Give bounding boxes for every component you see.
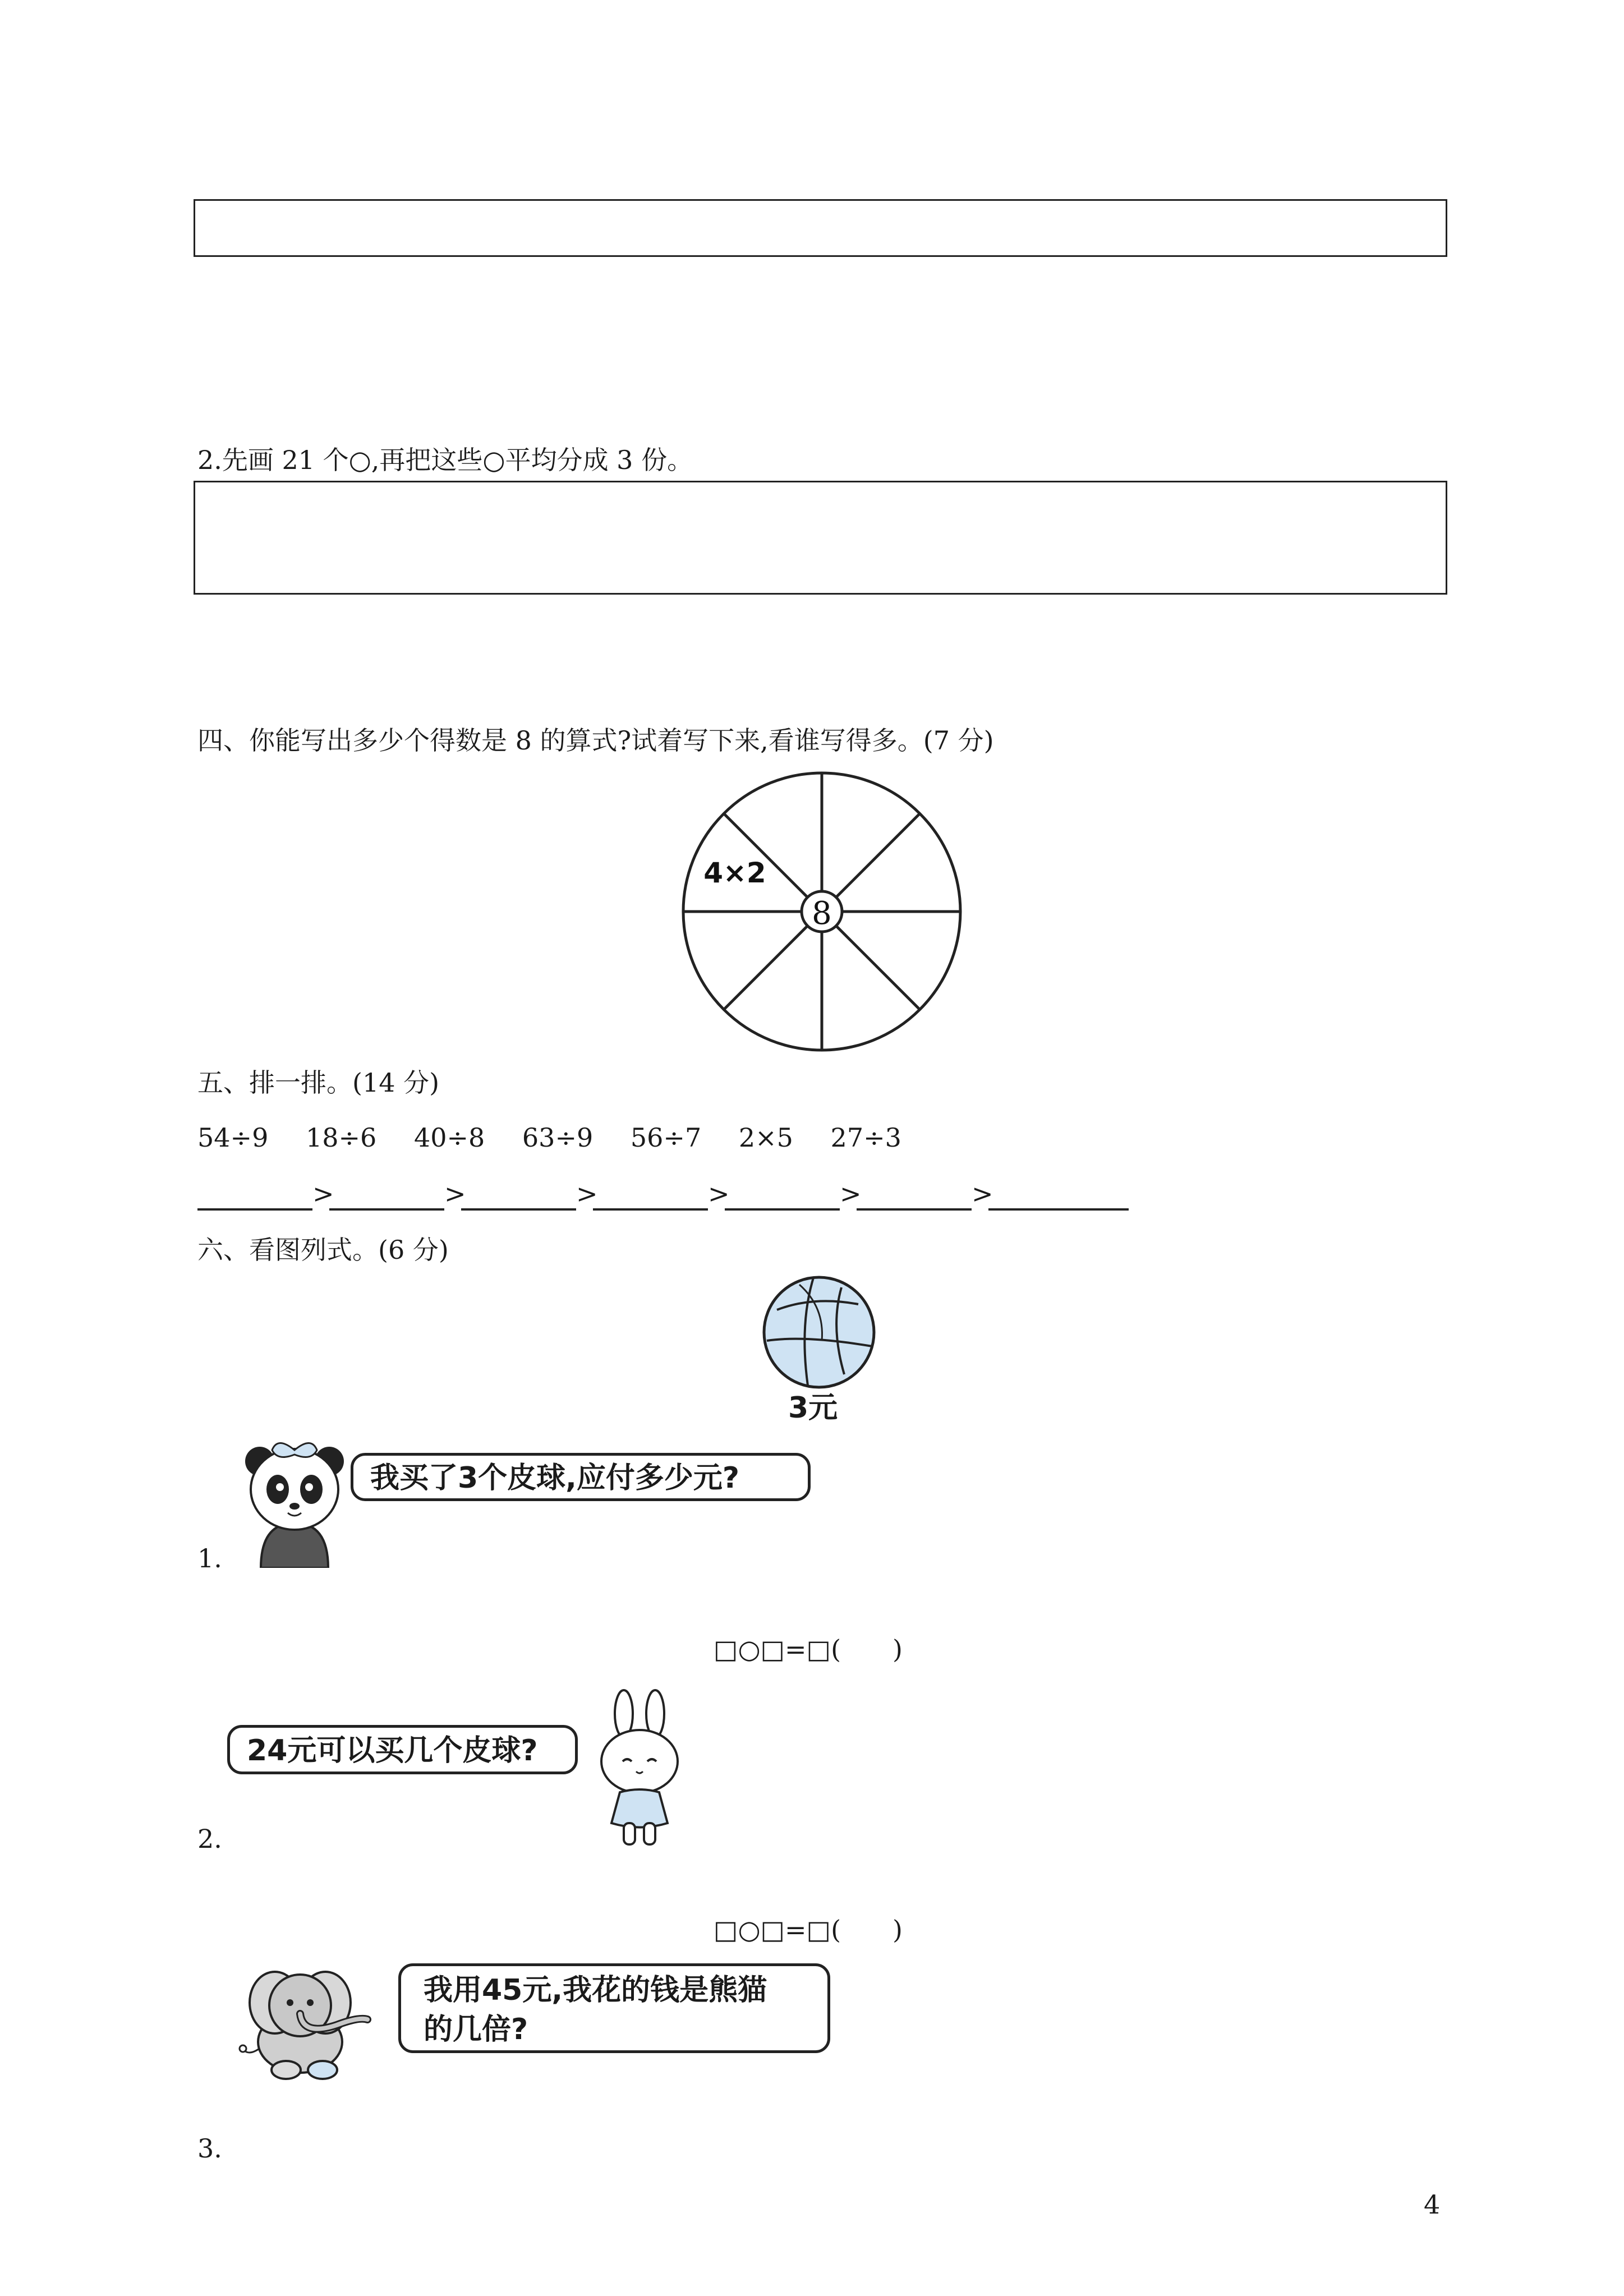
formula-blank-2[interactable]: □○□=□( ) xyxy=(714,1915,903,1945)
elephant-icon xyxy=(238,1958,401,2081)
speech-bubble-rabbit: 24元可以买几个皮球? xyxy=(227,1725,578,1774)
beach-ball-icon xyxy=(760,1273,878,1391)
ordering-blanks xyxy=(197,1177,1129,1211)
question-3-2: 2.先画 21 个○,再把这些○平均分成 3 份。 xyxy=(197,445,693,475)
greater-than: > xyxy=(576,1179,598,1209)
section-6-title: 六、看图列式。(6 分) xyxy=(197,1235,449,1265)
section-4-title: 四、你能写出多少个得数是 8 的算式?试着写下来,看谁写得多。(7 分) xyxy=(197,725,994,756)
order-blank[interactable] xyxy=(197,1179,312,1211)
question-6-2-number: 2. xyxy=(197,1824,222,1854)
expression: 56÷7 xyxy=(630,1122,702,1153)
rabbit-icon xyxy=(589,1688,693,1851)
speech-line-2: 的几倍? xyxy=(424,2013,528,2046)
question-6-3-number: 3. xyxy=(197,2133,222,2164)
expression: 18÷6 xyxy=(305,1122,377,1153)
greater-than: > xyxy=(840,1179,862,1209)
page-number: 4 xyxy=(1424,2189,1441,2220)
order-blank[interactable] xyxy=(329,1179,444,1211)
expression: 63÷9 xyxy=(522,1122,594,1153)
speech-bubble-panda: 我买了3个皮球,应付多少元? xyxy=(351,1453,811,1501)
greater-than: > xyxy=(444,1179,466,1209)
order-blank[interactable] xyxy=(988,1179,1129,1211)
order-blank[interactable] xyxy=(461,1179,576,1211)
expression: 40÷8 xyxy=(413,1122,485,1153)
division-wheel xyxy=(676,766,968,1057)
greater-than: > xyxy=(972,1179,993,1209)
greater-than: > xyxy=(708,1179,730,1209)
expression-list xyxy=(197,1121,901,1154)
order-blank[interactable] xyxy=(593,1179,708,1211)
question-6-1-number: 1. xyxy=(197,1543,222,1573)
formula-blank-1[interactable]: □○□=□( ) xyxy=(714,1634,903,1664)
expression: 2×5 xyxy=(738,1122,793,1153)
answer-box-q1[interactable] xyxy=(194,199,1447,257)
expression: 54÷9 xyxy=(197,1122,269,1153)
wheel-center-number: 8 xyxy=(812,895,832,932)
answer-box-q2[interactable] xyxy=(194,481,1447,595)
speech-line-1: 我用45元,我花的钱是熊猫 xyxy=(424,1973,767,2007)
speech-bubble-elephant xyxy=(398,1963,830,2053)
panda-icon xyxy=(238,1428,351,1568)
order-blank[interactable] xyxy=(725,1179,840,1211)
greater-than: > xyxy=(312,1179,334,1209)
wheel-example-expression: 4×2 xyxy=(703,857,766,889)
expression: 27÷3 xyxy=(830,1122,901,1153)
section-5-title: 五、排一排。(14 分) xyxy=(197,1068,440,1098)
order-blank[interactable] xyxy=(857,1179,972,1211)
ball-price: 3元 xyxy=(788,1391,838,1425)
